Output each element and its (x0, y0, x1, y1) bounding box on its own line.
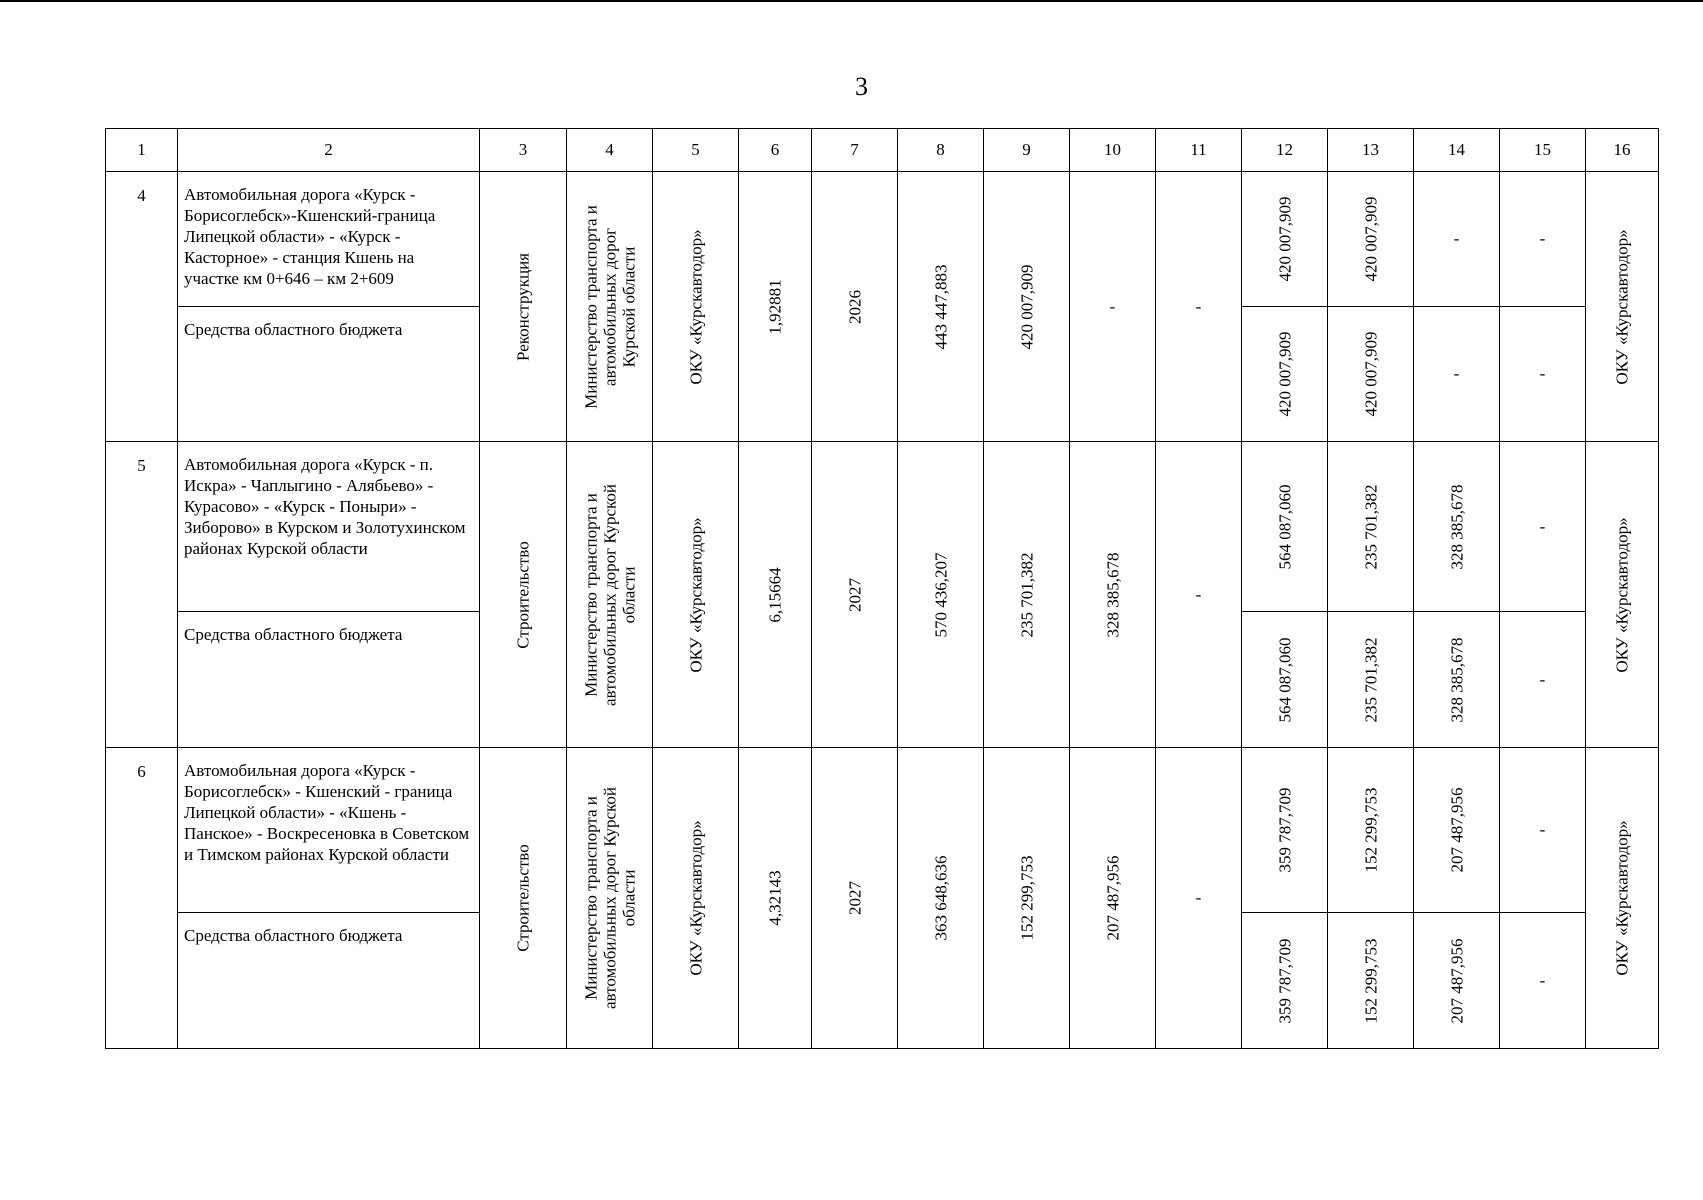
ministry (567, 172, 653, 442)
cell-text: ОКУ «Курскавтодор» (1612, 516, 1632, 673)
header-row (106, 129, 1659, 172)
cell-text: - (1195, 888, 1202, 907)
cell-text: - (1539, 229, 1546, 248)
budget-c14 (1414, 913, 1500, 1049)
budget-c13 (1328, 307, 1414, 442)
cell-text: - (1453, 229, 1460, 248)
cost-c11 (1156, 748, 1242, 1049)
page-number: 3 (855, 72, 868, 101)
total-cost (898, 442, 984, 748)
row-number: 4 (106, 172, 178, 442)
budget-c15 (1500, 612, 1586, 748)
cost-c10 (1070, 748, 1156, 1049)
cell-text: - (1109, 296, 1116, 316)
budget-c15 (1500, 913, 1586, 1049)
completion-year (812, 442, 898, 748)
cell-text: ОКУ «Курскавтодор» (686, 228, 705, 385)
customer (653, 748, 739, 1049)
cell-text: Министерство транспорта и автомобильных дорог Курской области (581, 786, 638, 1010)
budget-c14 (1414, 307, 1500, 442)
top-border-line (0, 0, 1703, 2)
table-row (106, 172, 1659, 307)
cell-text: 152 299,753 (1017, 855, 1036, 941)
cost-c10 (1070, 172, 1156, 442)
header-cell: 7 (812, 129, 898, 172)
cell-text: 2027 (845, 577, 864, 612)
header-cell: 3 (480, 129, 567, 172)
header-cell: 10 (1070, 129, 1156, 172)
budget-c13 (1328, 913, 1414, 1049)
header-cell: 1 (106, 129, 178, 172)
header-cell: 2 (178, 129, 480, 172)
cell-text: 363 648,636 (931, 855, 950, 941)
cell-text: 152 299,753 (1361, 787, 1380, 873)
total-cost (898, 172, 984, 442)
completion-year (812, 748, 898, 1049)
table-row (106, 748, 1659, 913)
funding-c14 (1414, 442, 1500, 612)
cell-text: 207 487,956 (1447, 938, 1466, 1023)
length-km (739, 172, 812, 442)
cell-text: - (1453, 364, 1460, 383)
header-cell: 8 (898, 129, 984, 172)
cell-text: 328 385,678 (1103, 552, 1122, 637)
funding-c12 (1242, 442, 1328, 612)
budget-c12 (1242, 913, 1328, 1049)
funding-c13 (1328, 172, 1414, 307)
funding-c13 (1328, 442, 1414, 612)
cell-text: 235 701,382 (1017, 552, 1036, 637)
header-cell: 6 (739, 129, 812, 172)
cell-text: - (1195, 584, 1202, 604)
executor (1586, 442, 1659, 748)
completion-year (812, 172, 898, 442)
funding-c15 (1500, 172, 1586, 307)
cell-text: ОКУ «Курскавтодор» (686, 516, 705, 673)
cost-c9 (984, 748, 1070, 1049)
header-cell: 5 (653, 129, 739, 172)
cell-text: 570 436,207 (931, 552, 950, 637)
cell-text: 420 007,909 (1017, 264, 1036, 349)
budget-c15 (1500, 307, 1586, 442)
budget-c12 (1242, 307, 1328, 442)
total-cost (898, 748, 984, 1049)
cell-text: Строительство (513, 540, 533, 649)
budget-c13 (1328, 612, 1414, 748)
cell-text: 2027 (845, 881, 864, 915)
funding-c15 (1500, 442, 1586, 612)
header-cell: 14 (1414, 129, 1500, 172)
cell-text: 235 701,382 (1361, 484, 1380, 569)
cell-text: 564 087,060 (1275, 484, 1294, 569)
funding-c12 (1242, 748, 1328, 913)
cost-c11 (1156, 442, 1242, 748)
customer (653, 172, 739, 442)
cell-text: - (1195, 296, 1202, 316)
budget-label: Средства областного бюджета (178, 913, 480, 1049)
ministry (567, 748, 653, 1049)
header-cell: 11 (1156, 129, 1242, 172)
cell-text: 420 007,909 (1275, 331, 1294, 417)
cell-text: 6,15664 (765, 566, 785, 623)
cell-text: 152 299,753 (1361, 938, 1380, 1023)
executor (1586, 172, 1659, 442)
work-type (480, 748, 567, 1049)
cost-c9 (984, 442, 1070, 748)
executor (1586, 748, 1659, 1049)
funding-c14 (1414, 172, 1500, 307)
funding-c13 (1328, 748, 1414, 913)
header-cell: 15 (1500, 129, 1586, 172)
header-cell: 9 (984, 129, 1070, 172)
work-type (480, 172, 567, 442)
cell-text: Реконструкция (513, 252, 533, 361)
cell-text: 2026 (845, 289, 864, 324)
cell-text: 564 087,060 (1275, 637, 1294, 722)
row-number: 6 (106, 748, 178, 1049)
funding-c12 (1242, 172, 1328, 307)
cell-text: - (1539, 669, 1546, 689)
cell-text: ОКУ «Курскавтодор» (1612, 228, 1632, 385)
ministry (567, 442, 653, 748)
cell-text: 1,92881 (765, 278, 785, 335)
cell-text: 235 701,382 (1361, 637, 1380, 722)
cell-text: Министерство транспорта и автомобильных дорог Курской области (581, 204, 638, 409)
length-km (739, 442, 812, 748)
object-name: Автомобильная дорога «Курск - Борисоглебск»-Кшенский-граница Липецкой области» - «Курск - Касторное» - станция Кшень на участке км 0+646 – км 2+609 (178, 172, 480, 307)
header-cell: 4 (567, 129, 653, 172)
header-cell: 12 (1242, 129, 1328, 172)
cell-text: - (1539, 970, 1546, 990)
budget-c14 (1414, 612, 1500, 748)
row-number: 5 (106, 442, 178, 748)
cost-c9 (984, 172, 1070, 442)
table-row (106, 442, 1659, 612)
cell-text: Министерство транспорта и автомобильных дорог Курской области (581, 483, 638, 706)
budget-label: Средства областного бюджета (178, 612, 480, 748)
customer (653, 442, 739, 748)
cell-text: 420 007,909 (1361, 331, 1380, 417)
object-name: Автомобильная дорога «Курск - Борисоглебск» - Кшенский - граница Липецкой области» - «Кшень - Панское» - Воскресеновка в Советском и Тимском районах Курской области (178, 748, 480, 913)
cell-text: Строительство (513, 844, 533, 952)
objects-table (105, 128, 1659, 1049)
funding-c15 (1500, 748, 1586, 913)
budget-label: Средства областного бюджета (178, 307, 480, 442)
funding-c14 (1414, 748, 1500, 913)
budget-c12 (1242, 612, 1328, 748)
header-cell: 16 (1586, 129, 1659, 172)
cell-text: - (1539, 820, 1546, 839)
cell-text: ОКУ «Курскавтодор» (686, 820, 705, 976)
cell-text: 207 487,956 (1103, 855, 1122, 941)
length-km (739, 748, 812, 1049)
cell-text: 443 447,883 (931, 264, 950, 349)
header-cell: 13 (1328, 129, 1414, 172)
work-type (480, 442, 567, 748)
cell-text: 328 385,678 (1447, 484, 1466, 569)
cell-text: 359 787,709 (1275, 938, 1294, 1023)
cell-text: 207 487,956 (1447, 787, 1466, 873)
cell-text: ОКУ «Курскавтодор» (1612, 820, 1632, 976)
cell-text: 4,32143 (765, 870, 785, 926)
cell-text: 328 385,678 (1447, 637, 1466, 722)
cost-c10 (1070, 442, 1156, 748)
cell-text: 359 787,709 (1275, 787, 1294, 873)
cell-text: 420 007,909 (1275, 196, 1294, 282)
cell-text: 420 007,909 (1361, 196, 1380, 282)
object-name: Автомобильная дорога «Курск - п. Искра» - Чаплыгино - Алябьево» - Курасово» - «Курск - Поныри» - Зиборово» в Курском и Золотухинском районах Курской области (178, 442, 480, 612)
cell-text: - (1539, 516, 1546, 536)
cost-c11 (1156, 172, 1242, 442)
cell-text: - (1539, 364, 1546, 383)
